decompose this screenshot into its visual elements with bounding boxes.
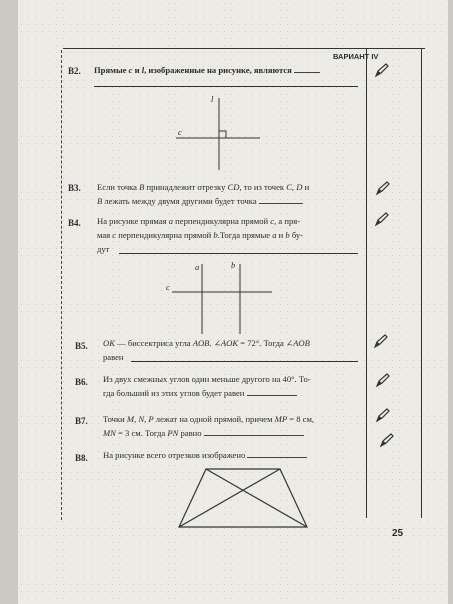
task-b6-line2: гда больший из этих углов будет равен (103, 386, 297, 400)
three-lines-figure (168, 258, 278, 338)
task-b2-text: Прямые c и l, изображенные на рисунке, являются (94, 63, 320, 77)
pencil-icon (375, 407, 391, 423)
cut-line (61, 50, 62, 520)
task-b7-line2: MN = 3 см. Тогда PN равно (103, 426, 304, 440)
variant-header: ВАРИАНТ IV (333, 52, 379, 61)
task-b5-line2: равен (103, 352, 124, 362)
task-b2-label: В2. (68, 66, 81, 76)
worksheet-page (18, 0, 448, 604)
answer-line[interactable] (204, 426, 304, 436)
task-b8-label: В8. (75, 453, 88, 463)
answer-line[interactable] (94, 86, 358, 87)
line-b-label: b (231, 260, 236, 270)
task-b3-line1: Если точка B принадлежит отрезку CD, то из точек C, D и (97, 182, 310, 192)
answer-line[interactable] (247, 448, 307, 458)
pencil-icon (375, 180, 391, 196)
task-b7-line1: Точки M, N, P лежат на одной прямой, причем MP = 8 см, (103, 414, 315, 424)
task-b6-label: В6. (75, 377, 88, 387)
task-b8-line1: На рисунке всего отрезков изображено (103, 448, 307, 462)
answer-line[interactable] (131, 361, 358, 362)
line-c-label: c (166, 282, 170, 292)
answer-column-border (366, 48, 367, 518)
task-b5-line1: OK — биссектриса угла AOB. ∠AOK = 72°. Тогда ∠AOB (103, 338, 310, 348)
answer-line[interactable] (294, 63, 320, 73)
pencil-icon (375, 372, 391, 388)
task-b7-label: В7. (75, 416, 88, 426)
task-b4-line2: мая c перпендикулярна прямой b.Тогда прямые a и b бу- (97, 230, 304, 240)
top-border (63, 48, 425, 49)
pencil-icon (374, 211, 390, 227)
task-b4-line1: На рисунке прямая a перпендикулярна прямой c, а пря- (97, 216, 301, 226)
line-a-label: a (195, 262, 200, 272)
task-b4-line3: дут (97, 244, 110, 254)
task-b4-label: В4. (68, 218, 81, 228)
pencil-icon (374, 62, 390, 78)
trapezoid-figure (173, 465, 313, 531)
answer-line[interactable] (247, 386, 297, 396)
page-number: 25 (392, 528, 404, 539)
task-b3-line2: B лежать между двумя другими будет точка (97, 194, 303, 208)
answer-line[interactable] (259, 194, 303, 204)
task-b3-label: В3. (68, 183, 81, 193)
task-b5-label: В5. (75, 341, 88, 351)
pencil-icon (379, 432, 395, 448)
line-l-label: l (211, 94, 214, 104)
task-b6-line1: Из двух смежных углов один меньше другого на 40°. То- (103, 374, 311, 384)
right-border (421, 48, 422, 518)
line-c-label: c (178, 127, 182, 137)
answer-line[interactable] (119, 253, 358, 254)
perpendicular-lines-figure (168, 94, 268, 174)
pencil-icon (373, 333, 389, 349)
